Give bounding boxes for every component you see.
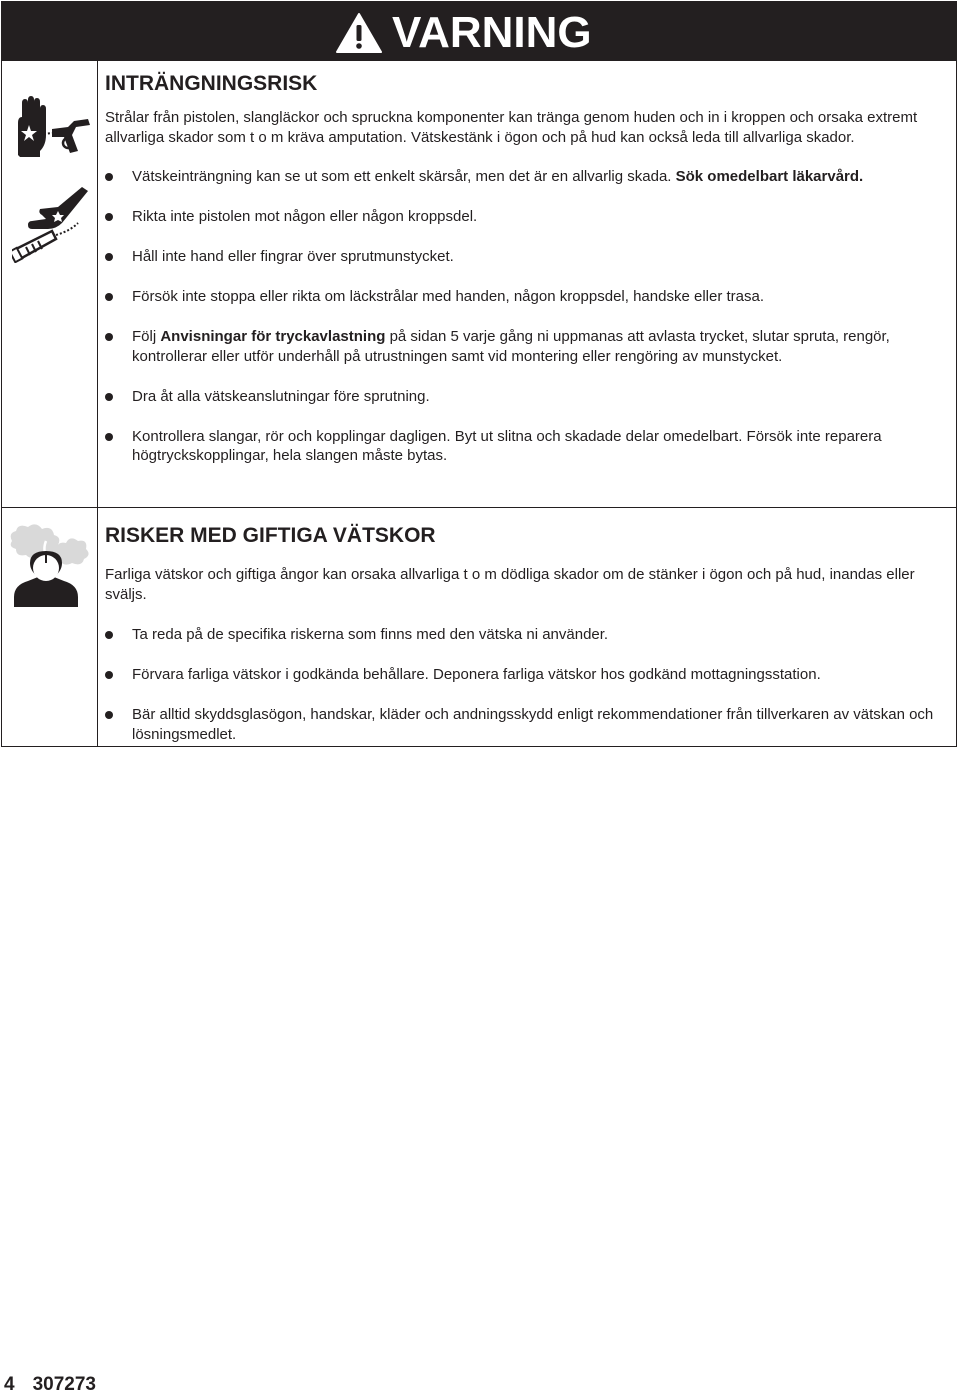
injection-hazard-section [105,72,946,466]
list-item: Dra åt alla vätskeanslutningar före sprutning. [105,387,946,407]
icon-column-divider [97,61,98,747]
warning-banner [2,2,956,61]
list-item: Rikta inte pistolen mot någon eller någon kroppsdel. [105,207,946,227]
page-number: 4 [4,1374,15,1395]
list-item: Ta reda på de specifika riskerna som finns med den vätska ni använder. [105,625,946,645]
list-item: Följ Anvisningar för tryckavlastning på sidan 5 varje gång ni uppmanas att avlasta trycket, slutar spruta, rengör, kontrollerar eller utför underhåll på utrustningen samt vid montering eller rengöring av munstycket. [105,327,946,366]
toxic-fumes-head-icon [8,523,92,607]
banner-title: VARNING [392,8,592,57]
toxic-fluid-hazard-intro: Farliga vätskor och giftiga ångor kan orsaka allvarliga t o m dödliga skador om de stänker i ögon och på hud, inandas eller sväljs. [105,566,915,603]
toxic-fluid-hazard-title: RISKER MED GIFTIGA VÄTSKOR [105,524,436,547]
pressure-relief-reference: Anvisningar för tryckavlastning [160,328,386,345]
list-item: Försök inte stoppa eller rikta om läckstrålar med handen, någon kroppsdel, handske eller trasa. [105,287,946,307]
list-item: Förvara farliga vätskor i godkända behållare. Deponera farliga vätskor hos godkänd mottagningsstation. [105,665,946,685]
toxic-fluid-hazard-section [105,524,946,744]
document-number: 307273 [32,1374,96,1395]
list-item: Kontrollera slangar, rör och kopplingar dagligen. Byt ut slitna och skadade delar omedelbart. Försök inte reparera högtryckskopplingar, hela slangen måste bytas. [105,427,946,466]
banner-inner [336,8,592,58]
injection-hazard-bullets [105,167,946,466]
list-item: Vätskeinträngning kan se ut som ett enkelt skärsår, men det är en allvarlig skada. Sök omedelbart läkarvård. [105,167,946,187]
hand-spray-gun-icon [10,95,92,163]
list-item: Bär alltid skyddsglasögon, handskar, kläder och andningsskydd enligt rekommendationer från tillverkaren av vätskan och lösningsmedlet. [105,705,946,744]
warning-triangle-icon [336,12,382,54]
seek-medical-care-text: Sök omedelbart läkarvård. [675,168,864,185]
list-item: Håll inte hand eller fingrar över sprutmunstycket. [105,247,946,267]
hand-hose-injection-icon [12,187,94,263]
injection-hazard-intro: Strålar från pistolen, slangläckor och spruckna komponenter kan tränga genom huden och in i kroppen och orsaka extremt allvarliga skador som t o m kräva amputation. Vätskestänk i ögon och på hud kan också leda till allvarliga skador. [105,109,918,146]
toxic-fluid-hazard-bullets [105,625,946,744]
warning-box [1,1,957,747]
section-divider [2,507,956,508]
injection-hazard-title: INTRÄNGNINGSRISK [105,72,318,95]
